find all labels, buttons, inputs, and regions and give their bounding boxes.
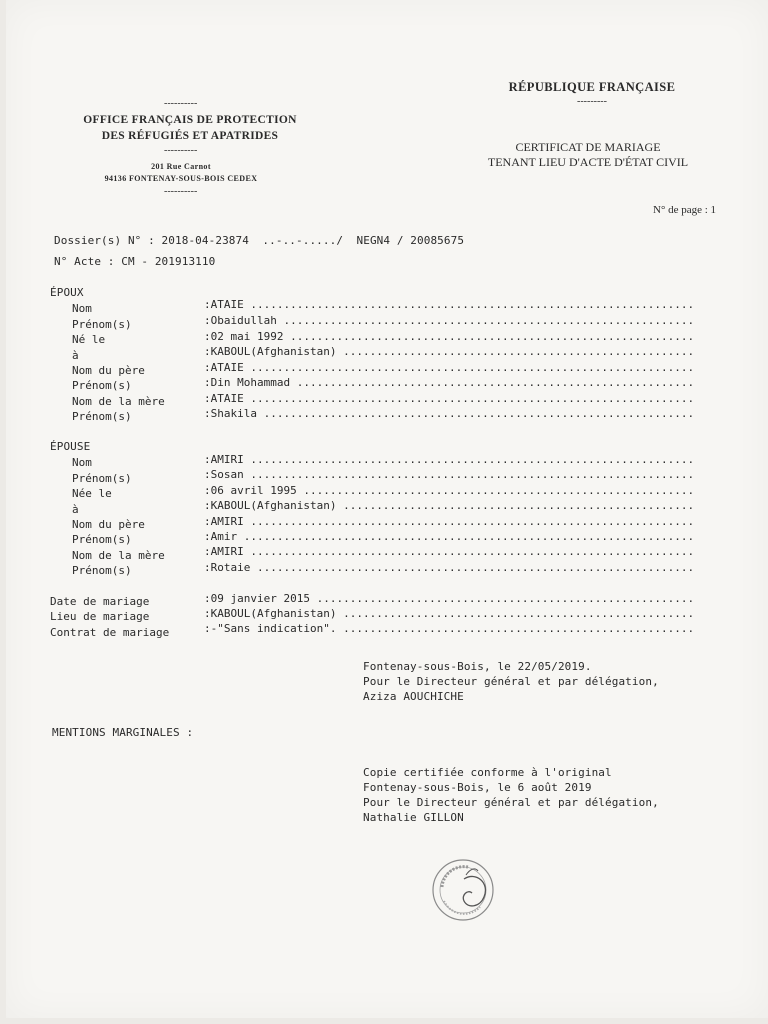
epouse-nom-mere-value: :AMIRI .....: [204, 545, 694, 558]
epouse-prenom-label: Prénom(s): [72, 472, 132, 485]
epoux-prenom-pere-value: :Din Mohammad .....: [204, 376, 694, 389]
header-right-dashes: ---------: [577, 96, 607, 107]
epoux-lieu-value: :KABOUL(Afghanistan) .....: [204, 345, 694, 358]
epouse-nom-pere-value: :AMIRI .....: [204, 515, 694, 528]
signature1-delegation: Pour le Directeur général et par délégation,: [363, 675, 659, 688]
signature2-delegation: Pour le Directeur général et par délégation,: [363, 796, 659, 809]
epoux-prenom-pere-label: Prénom(s): [72, 379, 132, 392]
epoux-nom-pere-value: :ATAIE .....: [204, 361, 694, 374]
epouse-prenom-pere-value: :Amir .....: [204, 530, 694, 543]
signature1-name: Aziza AOUCHICHE: [363, 690, 464, 703]
epouse-prenom-mere-value: :Rotaie .....: [204, 561, 694, 574]
contrat-mariage-label: Contrat de mariage: [50, 626, 170, 639]
epoux-nom-mere-label: Nom de la mère: [72, 395, 165, 408]
header-left-dashes-top: ----------: [164, 98, 198, 109]
office-address-line1: 201 Rue Carnot: [151, 162, 211, 171]
republic-title: RÉPUBLIQUE FRANÇAISE: [508, 80, 676, 94]
date-mariage-label: Date de mariage: [50, 595, 150, 608]
date-mariage-value: :09 janvier 2015 .....: [204, 592, 694, 605]
epouse-lieu-value: :KABOUL(Afghanistan) .....: [204, 499, 694, 512]
epouse-naissance-label: Née le: [72, 487, 112, 500]
epoux-nom-pere-label: Nom du père: [72, 364, 145, 377]
epoux-prenom-label: Prénom(s): [72, 318, 132, 331]
office-name-line1: OFFICE FRANÇAIS DE PROTECTION: [83, 114, 297, 126]
office-address-line2: 94136 FONTENAY-SOUS-BOIS CEDEX: [104, 174, 258, 183]
epouse-nom-pere-label: Nom du père: [72, 518, 145, 531]
epoux-nom-value: :ATAIE .....: [204, 298, 694, 311]
signature2-place-date: Fontenay-sous-Bois, le 6 août 2019: [363, 781, 592, 794]
epoux-nom-mere-value: :ATAIE .....: [204, 392, 694, 405]
contrat-mariage-value: :-"Sans indication". .....: [204, 622, 694, 635]
epouse-nom-label: Nom: [72, 456, 92, 469]
epouse-nom-mere-label: Nom de la mère: [72, 549, 165, 562]
certificate-title-line2: TENANT LIEU D'ACTE D'ÉTAT CIVIL: [487, 155, 689, 169]
mentions-marginales: MENTIONS MARGINALES :: [52, 726, 194, 739]
epoux-prenom-mere-label: Prénom(s): [72, 410, 132, 423]
epoux-prenom-value: :Obaidullah .....: [204, 314, 694, 327]
epoux-naissance-label: Né le: [72, 333, 106, 346]
page-number: N° de page : 1: [653, 204, 717, 216]
epouse-heading: ÉPOUSE: [50, 440, 91, 453]
header-left-dashes-bottom: ----------: [164, 186, 198, 197]
epouse-prenom-mere-label: Prénom(s): [72, 564, 132, 577]
epoux-naissance-value: :02 mai 1992 .....: [204, 330, 694, 343]
epouse-nom-value: :AMIRI .....: [204, 453, 694, 466]
dossier-number: Dossier(s) N° : 2018-04-23874 ..-..-...../ NEGN4 / 20085675: [54, 234, 465, 247]
signature1-place-date: Fontenay-sous-Bois, le 22/05/2019.: [363, 660, 592, 673]
office-name-line2: DES RÉFUGIÉS ET APATRIDES: [101, 130, 279, 142]
lieu-mariage-value: :KABOUL(Afghanistan) .....: [204, 607, 694, 620]
epoux-nom-label: Nom: [72, 302, 92, 315]
signature2-certified-copy: Copie certifiée conforme à l'original: [363, 766, 612, 779]
epoux-heading: ÉPOUX: [50, 286, 84, 299]
epouse-prenom-pere-label: Prénom(s): [72, 533, 132, 546]
certificate-page: [6, 0, 768, 1018]
certificate-title-line1: CERTIFICAT DE MARIAGE: [515, 140, 661, 154]
epoux-prenom-mere-value: :Shakila .....: [204, 407, 694, 420]
official-seal-stamp-icon: [428, 855, 498, 925]
epouse-naissance-value: :06 avril 1995 .....: [204, 484, 694, 497]
epouse-lieu-label: à: [72, 503, 79, 516]
epouse-prenom-value: :Sosan .....: [204, 468, 694, 481]
signature2-name: Nathalie GILLON: [363, 811, 464, 824]
header-left-dashes-mid: ----------: [164, 145, 198, 156]
acte-number: N° Acte : CM - 201913110: [54, 255, 216, 268]
lieu-mariage-label: Lieu de mariage: [50, 610, 150, 623]
epoux-lieu-label: à: [72, 349, 79, 362]
